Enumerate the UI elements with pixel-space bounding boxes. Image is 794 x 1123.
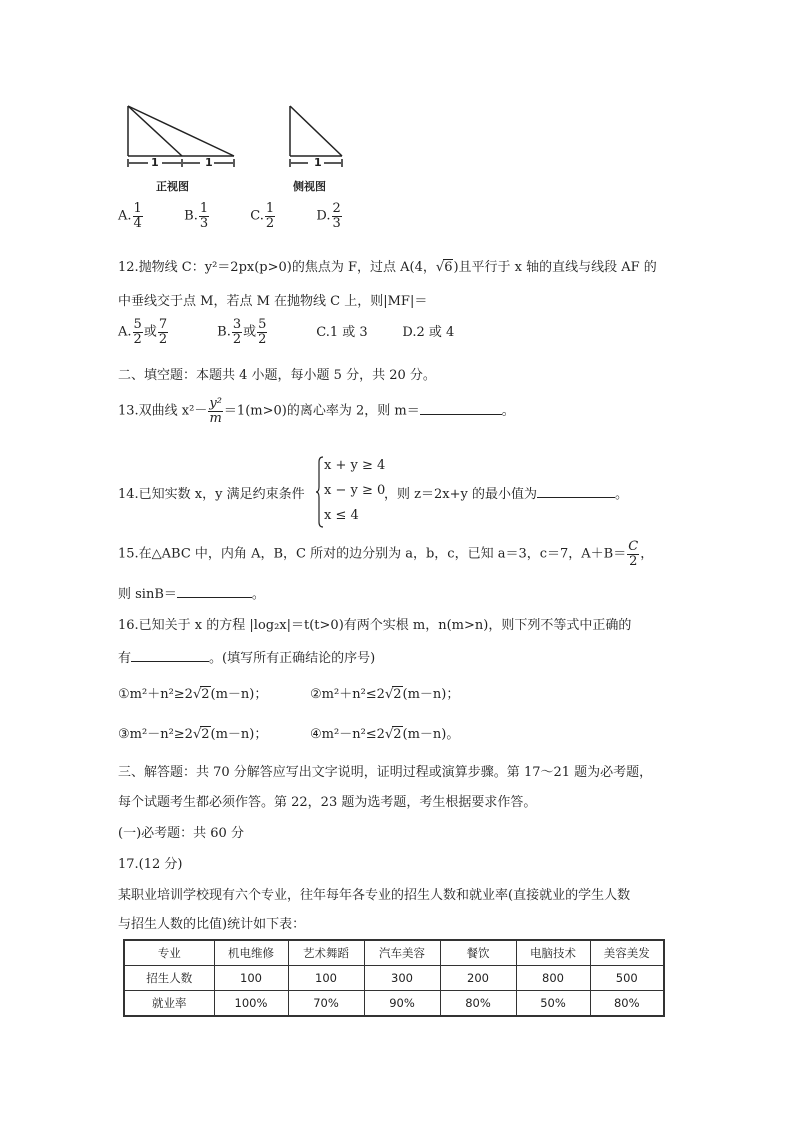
q15-line2: 则 sinB＝ 。 xyxy=(118,587,265,602)
q11-option-c: C. $\frac{1}{2}$ xyxy=(250,201,275,231)
table-cell: 500 xyxy=(590,966,664,991)
q14-suffix: ，则 z＝2x+y 的最小值为 。 xyxy=(384,487,628,502)
section3-line1: 三、解答题：共 70 分解答应写出文字说明，证明过程或演算步骤。第 17～21 题为必考题， xyxy=(118,765,653,780)
q12-option-c: C.1 或 3 xyxy=(316,324,368,340)
table-cell: 300 xyxy=(364,966,440,991)
q17-line2: 与招生人数的比值)统计如下表： xyxy=(118,917,306,932)
table-cell: 80% xyxy=(590,991,664,1017)
constraint-brace xyxy=(316,456,324,528)
table-header-cell: 美容美发 xyxy=(590,940,664,966)
table-cell: 100 xyxy=(288,966,364,991)
table-cell: 100 xyxy=(214,966,288,991)
q16-option-2: ②m²＋n²≤2√2(m－n)； xyxy=(310,687,460,702)
table-header-cell: 餐饮 xyxy=(440,940,516,966)
q12-line2: 中垂线交于点 M，若点 M 在抛物线 C 上，则|MF|＝ xyxy=(118,294,428,309)
table-header-cell: 机电维修 xyxy=(214,940,288,966)
q14-prefix: 14.已知实数 x，y 满足约束条件 xyxy=(118,487,305,502)
q13-answer-blank[interactable] xyxy=(420,404,502,415)
side-view-caption: 侧视图 xyxy=(293,180,326,193)
table-header-cell: 电脑技术 xyxy=(516,940,590,966)
front-dim-1: 1 xyxy=(151,156,159,169)
q12-option-a: A. $\frac{5}{2}$ 或 $\frac{7}{2}$ xyxy=(118,317,168,347)
front-view-drawing xyxy=(128,106,234,167)
q16-line1: 16.已知关于 x 的方程 |log₂x|＝t(t>0)有两个实根 m，n(m>n)，则下列不等式中正确的 xyxy=(118,618,632,633)
table-header-cell: 专业 xyxy=(124,940,214,966)
q12-line1: 12.抛物线 C：y²＝2px(p>0)的焦点为 F，过点 A(4，√6)且平行于 x 轴的直线与线段 AF 的 xyxy=(118,260,657,275)
table-cell: 招生人数 xyxy=(124,966,214,991)
q12-options xyxy=(118,318,454,346)
table-header-cell: 汽车美容 xyxy=(364,940,440,966)
table-header-cell: 艺术舞蹈 xyxy=(288,940,364,966)
q15-answer-blank[interactable] xyxy=(177,587,252,598)
q12-option-d: D.2 或 4 xyxy=(402,324,455,340)
q16-option-1: ①m²＋n²≥2√2(m－n)； xyxy=(118,687,268,702)
constraint-2: x − y ≥ 0 xyxy=(324,483,386,498)
table-cell: 100% xyxy=(214,991,288,1017)
q11-option-d: D. $\frac{2}{3}$ xyxy=(316,201,341,231)
table-row xyxy=(124,991,664,1017)
section3-subheading: (一)必考题：共 60 分 xyxy=(118,826,244,841)
q16-option-3: ③m²－n²≥2√2(m－n)； xyxy=(118,727,268,742)
section3-line2: 每个试题考生都必须作答。第 22，23 题为选考题，考生根据要求作答。 xyxy=(118,795,537,810)
q17-line1: 某职业培训学校现有六个专业，往年每年各专业的招生人数和就业率(直接就业的学生人数 xyxy=(118,888,631,903)
enrollment-table xyxy=(123,939,665,1017)
table-cell: 90% xyxy=(364,991,440,1017)
table-cell: 70% xyxy=(288,991,364,1017)
q12-option-b: B. $\frac{3}{2}$ 或 $\frac{5}{2}$ xyxy=(217,317,267,347)
table-header-row xyxy=(124,940,664,966)
table-cell: 就业率 xyxy=(124,991,214,1017)
q16-option-4: ④m²－n²≤2√2(m－n)。 xyxy=(310,727,460,742)
table-cell: 800 xyxy=(516,966,590,991)
table-cell: 50% xyxy=(516,991,590,1017)
constraint-1: x + y ≥ 4 xyxy=(324,458,386,473)
q15-line1: 15.在△ABC 中，内角 A，B，C 所对的边分别为 a，b，c，已知 a＝3，c＝7，A＋B＝ $\frac{C}{2}$ ， xyxy=(118,539,654,569)
front-view-caption: 正视图 xyxy=(156,180,189,193)
table-row xyxy=(124,966,664,991)
table-cell: 80% xyxy=(440,991,516,1017)
section2-heading: 二、填空题：本题共 4 小题，每小题 5 分，共 20 分。 xyxy=(118,368,436,383)
q11-option-b: B. $\frac{1}{3}$ xyxy=(184,201,209,231)
q16-line2: 有 。(填写所有正确结论的序号) xyxy=(118,651,376,666)
q17-heading: 17.(12 分) xyxy=(118,857,183,872)
q16-answer-blank[interactable] xyxy=(131,651,209,662)
front-dim-2: 1 xyxy=(205,156,213,169)
constraint-3: x ≤ 4 xyxy=(324,508,359,523)
side-dim: 1 xyxy=(314,156,322,169)
q11-options xyxy=(118,202,378,230)
q11-option-a: A. $\frac{1}{4}$ xyxy=(118,201,142,231)
q14-answer-blank[interactable] xyxy=(537,487,615,498)
table-cell: 200 xyxy=(440,966,516,991)
q13: 13.双曲线 x²－ $\frac{\text{y²}}{m}$ ＝1(m>0)的离心率为 2，则 m＝ 。 xyxy=(118,396,515,426)
